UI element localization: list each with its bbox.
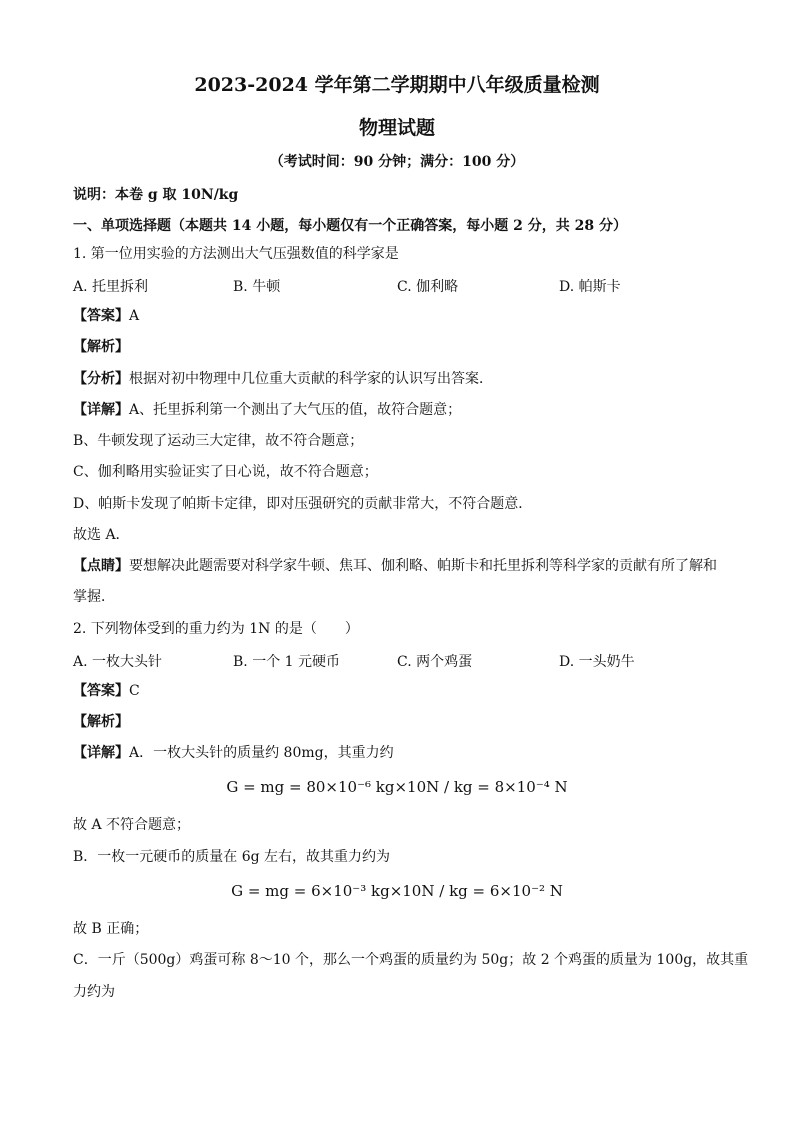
question-1-fenxi xyxy=(73,370,493,388)
detail-text: A．一枚大头针的质量约 80mg，其重力约 xyxy=(129,745,394,761)
question-1-stem: 1. 第一位用实验的方法测出大气压强数值的科学家是 xyxy=(73,246,399,262)
question-2-after-b: 故 B 正确； xyxy=(73,921,149,937)
question-1-detail-b: B、牛顿发现了运动三大定律，故不符合题意； xyxy=(73,433,364,449)
question-2-option-d: D. 一头奶牛 xyxy=(559,654,635,670)
question-1-analysis-tag: 【解析】 xyxy=(73,339,129,355)
exam-title: 2023-2024 学年第二学期期中八年级质量检测 xyxy=(194,74,600,96)
section-heading: 一、单项选择题（本题共 14 小题，每小题仅有一个正确答案，每小题 2 分，共 28 分） xyxy=(73,218,627,234)
question-2-detail-a xyxy=(73,744,394,762)
question-2-option-b: B. 一个 1 元硬币 xyxy=(233,654,340,670)
question-2-option-a: A. 一枚大头针 xyxy=(73,654,163,670)
question-1-conclusion: 故选 A． xyxy=(73,527,130,543)
answer-tag: 【答案】 xyxy=(73,308,129,324)
fenxi-tag: 【分析】 xyxy=(73,371,129,387)
question-1-option-a: A. 托里拆利 xyxy=(73,279,149,295)
answer-tag: 【答案】 xyxy=(73,683,129,699)
question-1-dianjing-cont: 掌握． xyxy=(73,589,115,605)
answer-value: A xyxy=(129,308,140,324)
question-2-analysis-tag: 【解析】 xyxy=(73,714,129,730)
question-1-detail-c: C、伽利略用实验证实了日心说，故不符合题意； xyxy=(73,464,378,480)
detail-tag: 【详解】 xyxy=(73,745,129,761)
dianjing-tag: 【点睛】 xyxy=(73,558,129,574)
formula-b: G = mg = 6×10⁻³ kg×10N / kg = 6×10⁻² N xyxy=(231,882,563,900)
question-2-detail-b: B．一枚一元硬币的质量在 6g 左右，故其重力约为 xyxy=(73,849,391,865)
formula-a: G = mg = 80×10⁻⁶ kg×10N / kg = 8×10⁻⁴ N xyxy=(226,778,568,796)
question-1-option-c: C. 伽利略 xyxy=(397,279,459,295)
subject-title: 物理试题 xyxy=(358,117,435,139)
question-2-detail-c-cont: 力约为 xyxy=(73,984,115,1000)
question-1-answer xyxy=(73,307,139,325)
question-1-detail-d: D、帕斯卡发现了帕斯卡定律，即对压强研究的贡献非常大，不符合题意． xyxy=(73,496,533,512)
question-1-option-d: D. 帕斯卡 xyxy=(559,279,621,295)
answer-value: C xyxy=(129,683,140,699)
question-2-option-c: C. 两个鸡蛋 xyxy=(397,654,473,670)
question-1-detail-a xyxy=(73,401,461,419)
question-2-detail-c: C．一斤（500g）鸡蛋可称 8～10 个，那么一个鸡蛋的质量约为 50g；故 2 个鸡蛋的质量为 100g，故其重 xyxy=(73,952,749,968)
question-1-option-b: B. 牛顿 xyxy=(233,279,281,295)
note-line: 说明：本卷 g 取 10N/kg xyxy=(73,187,239,203)
question-2-stem: 2. 下列物体受到的重力约为 1N 的是（ ） xyxy=(73,621,359,637)
detail-tag: 【详解】 xyxy=(73,402,129,418)
dianjing-text: 要想解决此题需要对科学家牛顿、焦耳、伽利略、帕斯卡和托里拆利等科学家的贡献有所了解和 xyxy=(129,558,717,574)
exam-info: （考试时间：90 分钟；满分：100 分） xyxy=(269,154,525,170)
question-2-after-a: 故 A 不符合题意； xyxy=(73,817,191,833)
detail-text: A、托里拆利第一个测出了大气压的值，故符合题意； xyxy=(129,402,462,418)
question-1-dianjing xyxy=(73,557,717,575)
fenxi-text: 根据对初中物理中几位重大贡献的科学家的认识写出答案． xyxy=(129,371,493,387)
question-2-answer xyxy=(73,682,140,700)
